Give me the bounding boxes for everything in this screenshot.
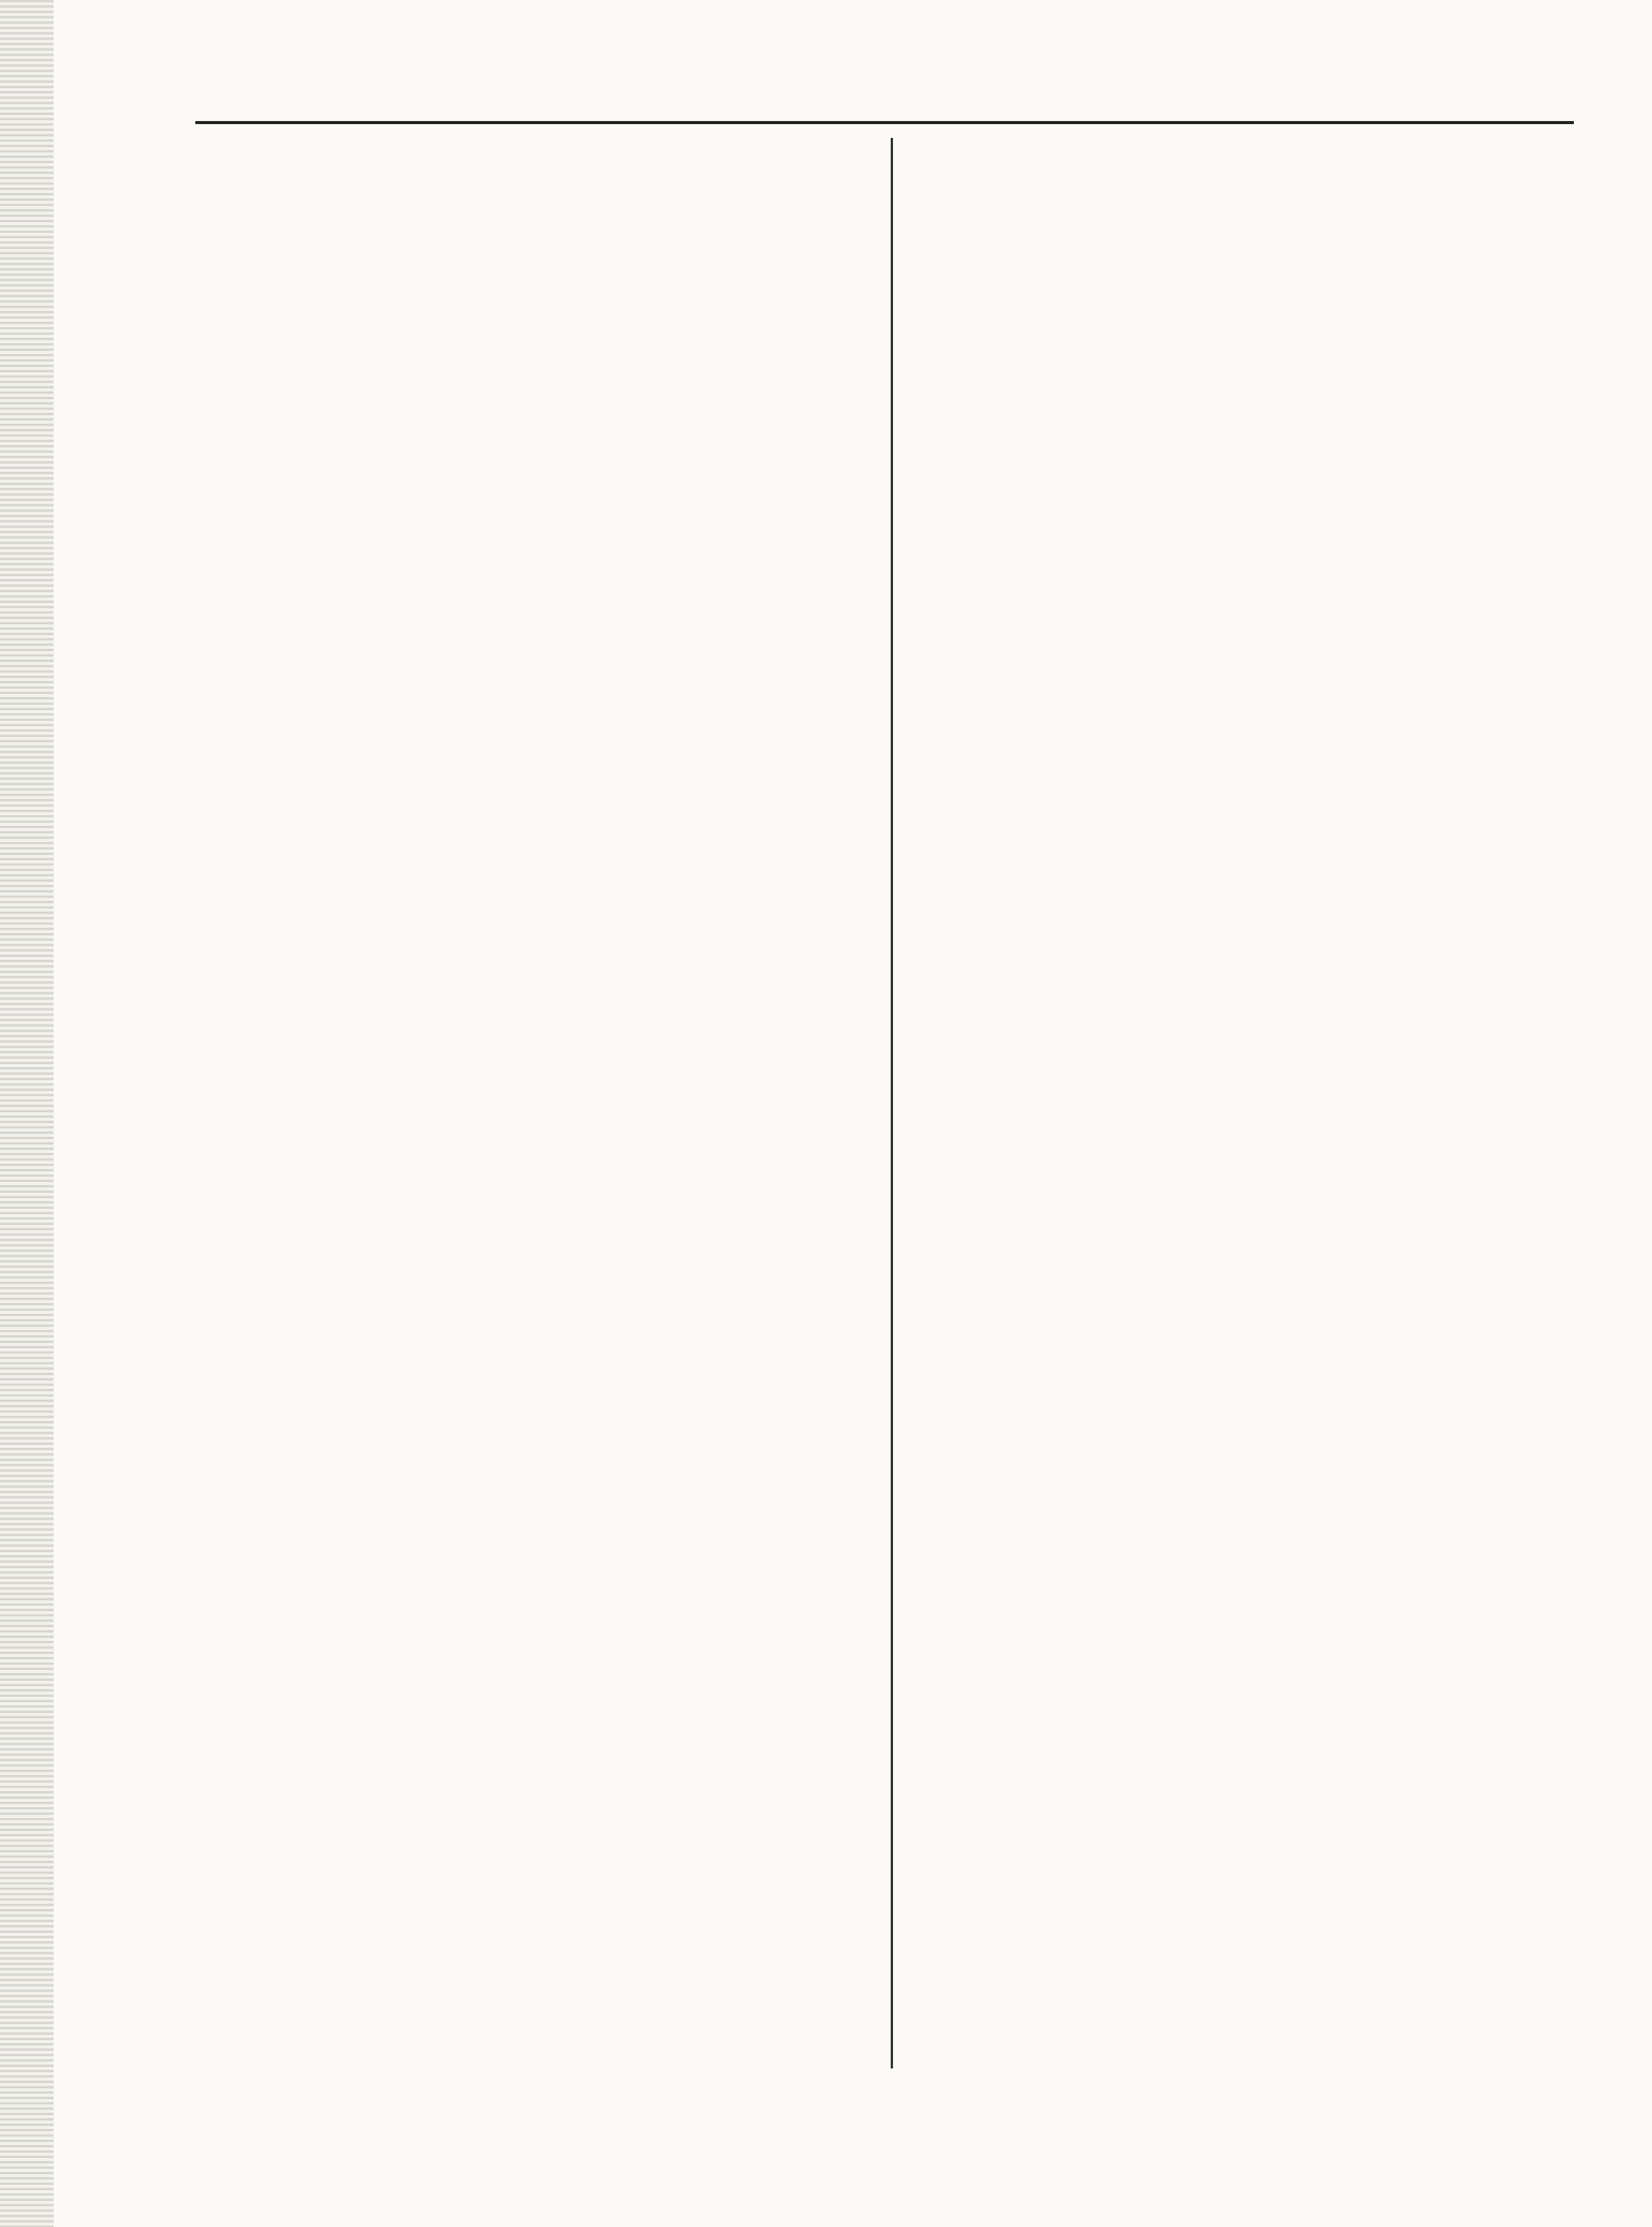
text-line	[195, 1400, 862, 1449]
text-line	[911, 1304, 1578, 1352]
text-line	[195, 1593, 862, 1642]
text-line	[911, 1835, 1578, 1883]
header-rule	[195, 121, 1574, 124]
text-line	[911, 1111, 1578, 1159]
text-line	[195, 1787, 862, 1835]
text-line	[911, 387, 1578, 435]
text-line	[911, 1014, 1578, 1063]
text-line	[911, 1159, 1578, 1207]
text-line	[195, 1835, 862, 1883]
text-line	[195, 676, 862, 725]
text-line	[195, 1642, 862, 1690]
text-line	[911, 773, 1578, 821]
text-line	[195, 1256, 862, 1304]
text-line	[911, 1738, 1578, 1787]
text-line	[911, 339, 1578, 387]
text-line	[195, 435, 862, 483]
scan-binding-edge	[0, 0, 54, 2227]
text-line	[911, 1352, 1578, 1400]
text-line	[911, 1642, 1578, 1690]
text-line	[911, 1207, 1578, 1256]
text-line	[911, 242, 1578, 290]
text-line	[195, 2028, 862, 2076]
text-line	[195, 725, 862, 773]
text-line	[911, 1787, 1578, 1835]
text-line	[195, 870, 862, 918]
text-line	[911, 483, 1578, 532]
text-line	[911, 1256, 1578, 1304]
text-line	[911, 435, 1578, 483]
text-line	[911, 290, 1578, 339]
text-line	[911, 580, 1578, 628]
text-line	[195, 1111, 862, 1159]
text-line	[195, 1449, 862, 1497]
text-line	[911, 1400, 1578, 1449]
text-line	[195, 1207, 862, 1256]
text-line	[195, 1497, 862, 1545]
right-column	[911, 146, 1578, 2076]
text-line	[195, 290, 862, 339]
text-line	[911, 870, 1578, 918]
text-line	[195, 1014, 862, 1063]
text-line	[911, 628, 1578, 676]
text-line	[195, 387, 862, 435]
text-line	[195, 339, 862, 387]
text-line	[195, 194, 862, 242]
text-line	[911, 2028, 1578, 2076]
text-line	[911, 1690, 1578, 1738]
text-line	[195, 1931, 862, 1980]
text-line	[911, 532, 1578, 580]
text-line	[911, 1497, 1578, 1545]
text-line	[911, 1593, 1578, 1642]
text-line	[195, 1883, 862, 1931]
text-line	[195, 773, 862, 821]
text-line	[195, 242, 862, 290]
text-line	[195, 146, 862, 194]
text-line	[911, 146, 1578, 194]
text-line	[195, 1980, 862, 2028]
left-column	[195, 146, 862, 2076]
text-line	[911, 1449, 1578, 1497]
text-line	[195, 1063, 862, 1111]
text-line	[195, 532, 862, 580]
text-line	[911, 1063, 1578, 1111]
text-line	[911, 194, 1578, 242]
text-line	[911, 918, 1578, 966]
text-line	[195, 1159, 862, 1207]
text-line	[195, 918, 862, 966]
text-line	[195, 1690, 862, 1738]
text-line	[195, 1545, 862, 1593]
text-line	[911, 1545, 1578, 1593]
text-line	[911, 725, 1578, 773]
text-line	[911, 676, 1578, 725]
text-line	[195, 1304, 862, 1352]
text-line	[195, 1352, 862, 1400]
text-line	[911, 821, 1578, 870]
page-header	[195, 40, 1574, 109]
column-divider	[891, 138, 893, 2068]
text-line	[911, 1883, 1578, 1931]
text-line	[195, 483, 862, 532]
text-line	[195, 580, 862, 628]
text-line	[911, 1980, 1578, 2028]
text-line	[195, 1738, 862, 1787]
text-line	[195, 966, 862, 1014]
text-line	[195, 821, 862, 870]
text-line	[911, 1931, 1578, 1980]
text-line	[911, 966, 1578, 1014]
text-line	[195, 628, 862, 676]
